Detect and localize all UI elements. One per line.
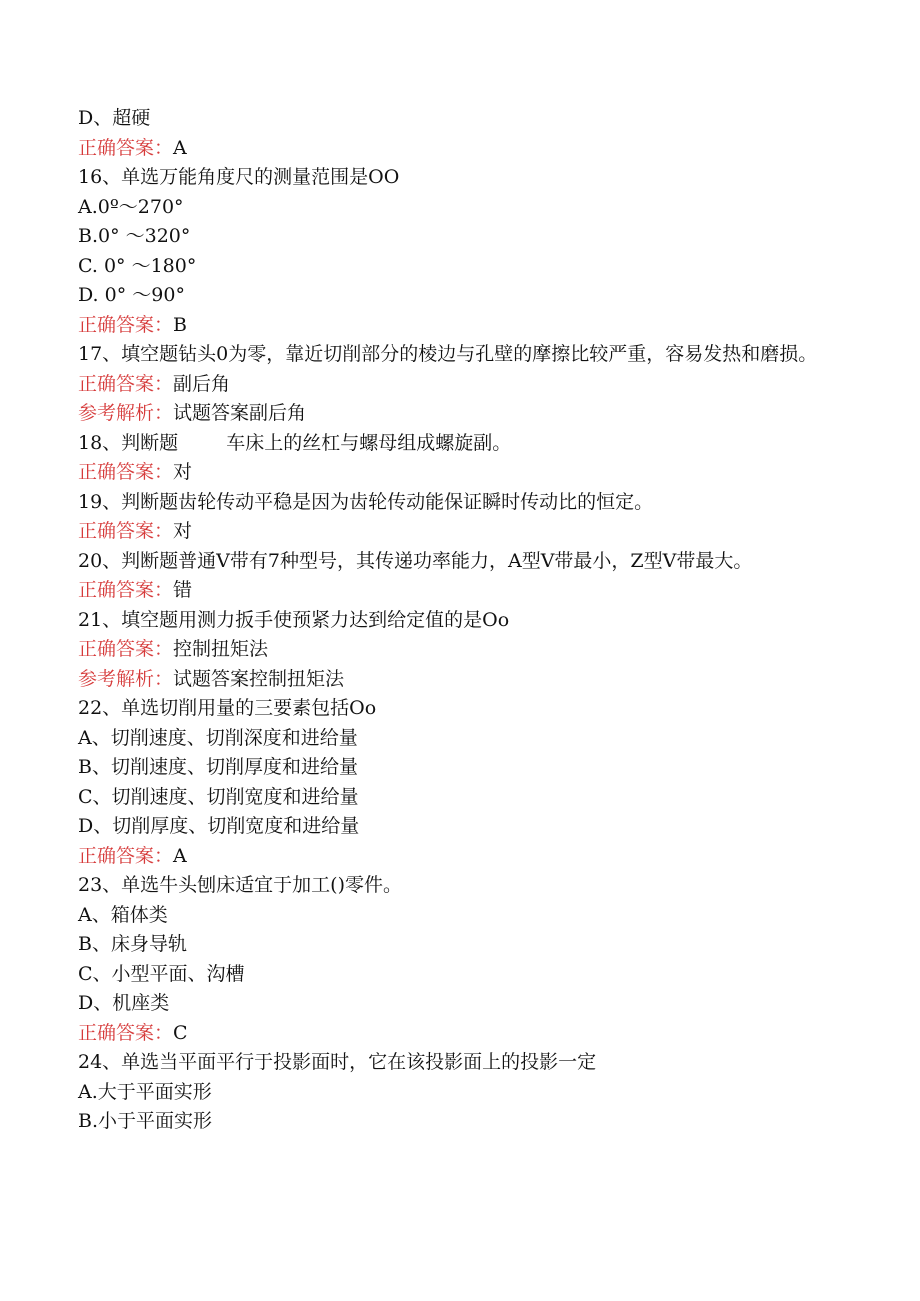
answer-line [78, 399, 838, 429]
answer-label: 正确答案： [78, 638, 174, 660]
question-number-type: 18、判断题 [78, 431, 179, 454]
answer-line [78, 370, 838, 400]
text-line: A、切削速度、切削深度和进给量 [78, 726, 358, 749]
text-line: 20、判断题普通V带有7种型号，其传递功率能力，A型V带最小，Z型V带最大。 [78, 549, 753, 572]
answer-label: 正确答案： [78, 461, 174, 483]
text-line: B、切削速度、切削厚度和进给量 [78, 756, 358, 778]
text-line: D、切削厚度、切削宽度和进给量 [78, 815, 360, 837]
question-line [78, 429, 838, 459]
question-text: 车床上的丝杠与螺母组成螺旋副。 [226, 431, 512, 454]
text-line: B.小于平面实形 [78, 1110, 213, 1132]
answer-label: 正确答案： [78, 844, 174, 867]
answer-line [78, 1019, 838, 1049]
answer-label: 正确答案： [78, 136, 174, 159]
answer-label: 正确答案： [78, 313, 174, 336]
answer-line [78, 576, 838, 606]
text-line: D. 0° ～90° [78, 284, 185, 306]
answer-value: 对 [173, 461, 193, 483]
answer-value: 副后角 [173, 372, 231, 395]
text-line: 22、单选切削用量的三要素包括Oo [78, 697, 377, 719]
answer-line [78, 311, 838, 341]
text-line: B.0° ～320° [78, 225, 191, 247]
answer-line [78, 134, 838, 164]
text-line: B、床身导轨 [78, 933, 187, 955]
text-line: D、机座类 [78, 992, 170, 1014]
answer-line [78, 635, 838, 665]
answer-value: 错 [173, 579, 193, 601]
text-line: 24、单选当平面平行于投影面时，它在该投影面上的投影一定 [78, 1051, 597, 1073]
answer-label: 正确答案： [78, 1021, 174, 1044]
answer-value: 试题答案副后角 [173, 402, 307, 424]
answer-value: 对 [173, 520, 193, 542]
text-line: A.大于平面实形 [78, 1080, 212, 1103]
answer-label: 正确答案： [78, 579, 174, 601]
answer-value: 试题答案控制扭矩法 [173, 667, 345, 690]
answer-line [78, 517, 838, 547]
answer-line [78, 665, 838, 695]
answer-value: B [173, 313, 187, 336]
answer-label: 正确答案： [78, 372, 174, 395]
text-line: C. 0° ～180° [78, 254, 197, 277]
text-line: 16、单选万能角度尺的测量范围是OO [78, 166, 400, 188]
text-line: 19、判断题齿轮传动平稳是因为齿轮传动能保证瞬时传动比的恒定。 [78, 490, 654, 513]
answer-value: A [173, 136, 187, 159]
text-line: 23、单选牛头刨床适宜于加工()零件。 [78, 874, 403, 896]
answer-line [78, 458, 838, 488]
answer-label: 正确答案： [78, 520, 174, 542]
answer-line [78, 842, 838, 872]
answer-value: A [173, 844, 187, 867]
answer-label: 参考解析： [78, 667, 174, 690]
text-line: 17、填空题钻头0为零，靠近切削部分的棱边与孔壁的摩擦比较严重，容易发热和磨损。 [78, 343, 818, 365]
text-line: C、切削速度、切削宽度和进给量 [78, 785, 359, 808]
text-line: A.0º～270° [78, 195, 184, 218]
answer-value: 控制扭矩法 [173, 638, 269, 660]
text-line: C、小型平面、沟槽 [78, 962, 245, 985]
text-line: A、箱体类 [78, 903, 168, 926]
answer-label: 参考解析： [78, 402, 174, 424]
text-line: D、超硬 [78, 107, 151, 129]
question-list [78, 104, 838, 1137]
text-line: 21、填空题用测力扳手使预紧力达到给定值的是Oo [78, 608, 510, 631]
answer-value: C [173, 1021, 188, 1044]
